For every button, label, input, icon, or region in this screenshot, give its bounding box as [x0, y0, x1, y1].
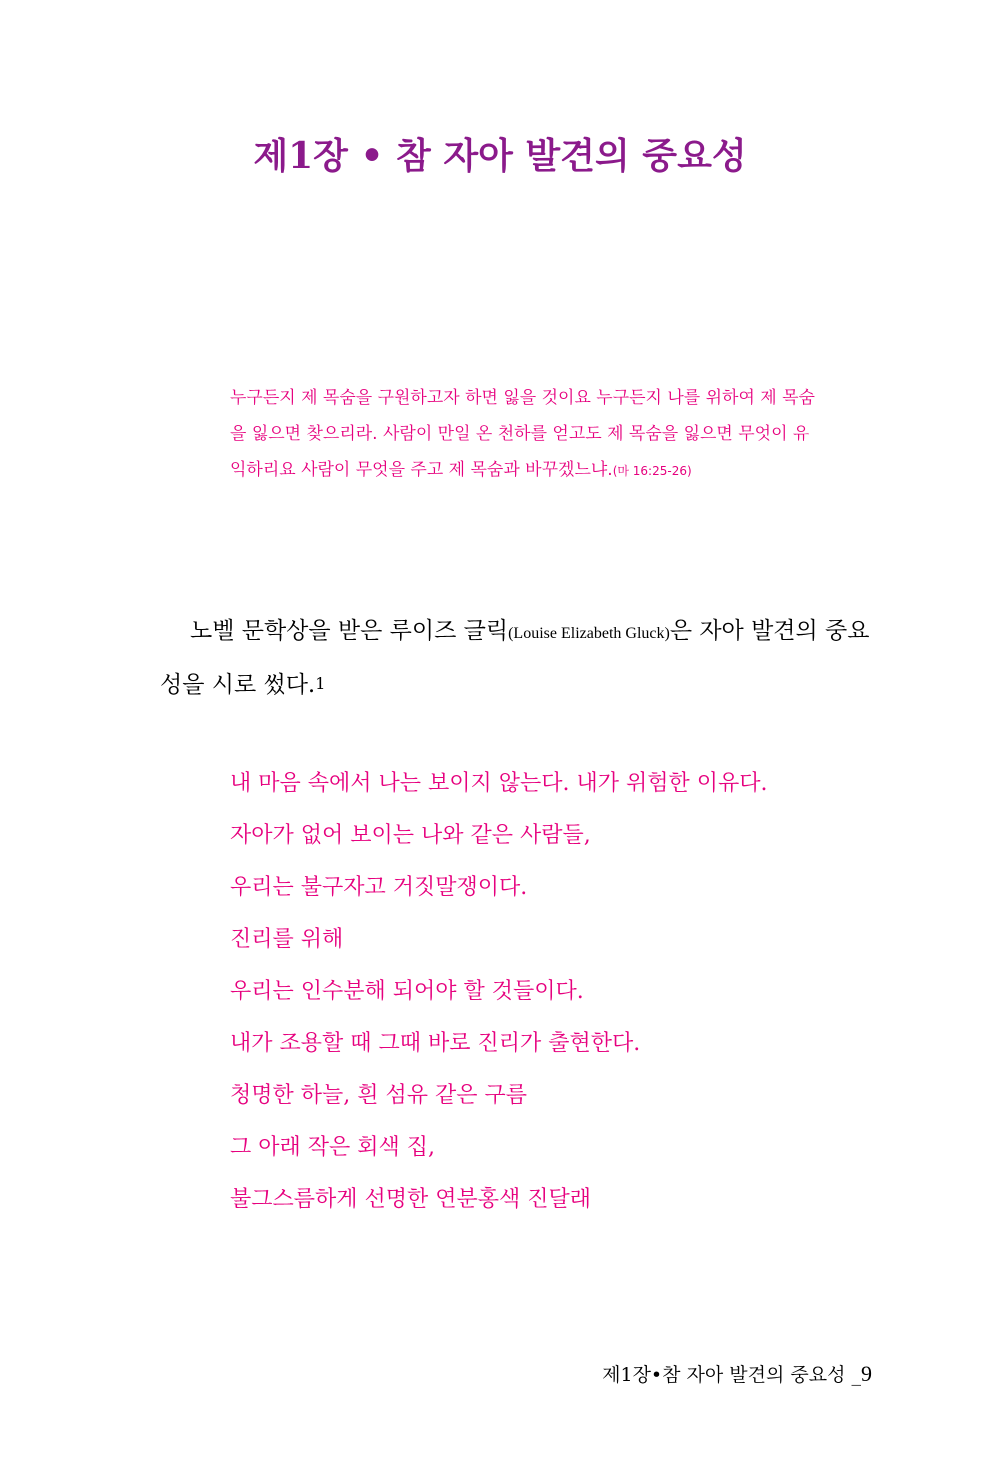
epigraph	[230, 380, 820, 489]
poem-line: 자아가 없어 보이는 나와 같은 사람들,	[230, 823, 591, 848]
poem-line: 우리는 불구자고 거짓말쟁이다.	[230, 875, 528, 900]
body-paragraph	[160, 606, 890, 710]
body-latin-name: (Louise Elizabeth Gluck)	[508, 625, 670, 642]
body-text-after: 은 자아 발견의 중요성을 시로 썼다.	[160, 618, 870, 698]
poem-line: 내가 조용할 때 그때 바로 진리가 출현한다.	[230, 1031, 641, 1056]
running-footer	[602, 1360, 872, 1387]
footnote-mark: 1	[315, 674, 326, 693]
poem-line: 우리는 인수분해 되어야 할 것들이다.	[230, 979, 584, 1004]
page-number: 9	[861, 1361, 872, 1386]
poem-line: 내 마음 속에서 나는 보이지 않는다. 내가 위험한 이유다.	[230, 771, 768, 796]
footer-running-title: 제1장•참 자아 발견의 중요성 _	[602, 1364, 861, 1386]
epigraph-text: 누구든지 제 목숨을 구원하고자 하면 잃을 것이요 누구든지 나를 위하여 제 목숨을 잃으면 찾으리라. 사람이 만일 온 천하를 얻고도 제 목숨을 잃으면 무엇이 유익하리요 사람이 무엇을 주고 제 목숨과 바꾸겠느냐.	[230, 388, 815, 480]
body-text-before: 노벨 문학상을 받은 루이즈 글릭	[190, 618, 509, 644]
poem	[230, 758, 870, 1226]
poem-line: 청명한 하늘, 흰 섬유 같은 구름	[230, 1083, 527, 1108]
poem-line: 불그스름하게 선명한 연분홍색 진달래	[230, 1187, 592, 1212]
chapter-title: 제1장 • 참 자아 발견의 중요성	[253, 135, 747, 177]
poem-line: 그 아래 작은 회색 집,	[230, 1135, 435, 1160]
poem-line: 진리를 위해	[230, 927, 344, 952]
epigraph-reference: (마 16:25-26)	[612, 464, 692, 478]
